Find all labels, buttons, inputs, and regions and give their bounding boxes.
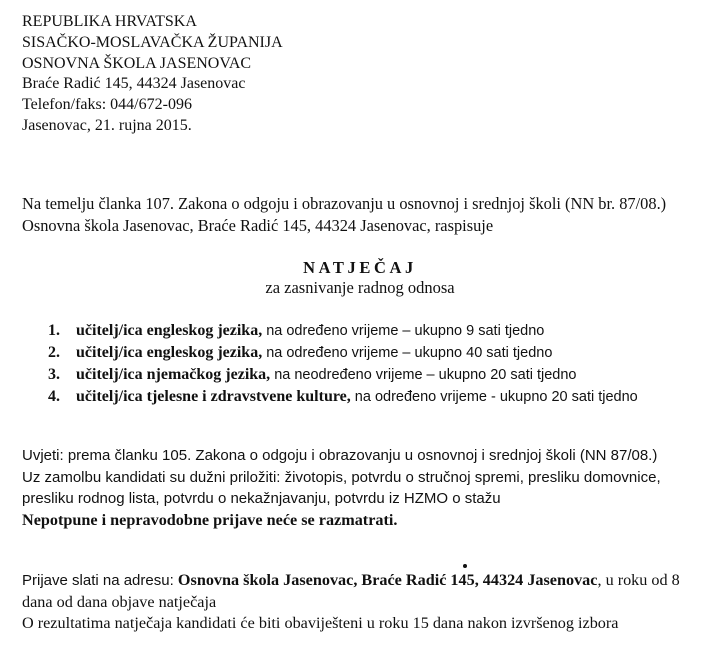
notice-title: NATJEČAJ [303, 258, 417, 277]
list-item-number: 2. [48, 344, 60, 361]
application-instructions [22, 570, 712, 613]
position-detail: na određeno vrijeme – ukupno 9 sati tjedno [262, 323, 545, 339]
position-title: učitelj/ica engleskog jezika, [76, 344, 263, 361]
incomplete-applications-warning: Nepotpune i nepravodobne prijave neće se razmatrati. [22, 510, 398, 529]
position-title: učitelj/ica tjelesne i zdravstvene kulture, [76, 388, 351, 405]
notice-subtitle: za zasnivanje radnog odnosa [265, 278, 455, 297]
stray-dot-mark [463, 564, 467, 568]
list-item-number: 4. [48, 388, 60, 405]
conditions-text: Uvjeti: prema članku 105. Zakona o odgoju i obrazovanju u osnovnoj i srednjoj školi (NN 87/08.) [22, 447, 658, 464]
position-detail: na određeno vrijeme - ukupno 20 sati tjedno [350, 389, 638, 405]
results-notice: O rezultatima natječaja kandidati će biti obaviješteni u roku 15 dana nakon izvršenog izbora [22, 614, 619, 632]
letterhead-phone: Telefon/faks: 044/672-096 [22, 96, 192, 114]
letterhead [22, 12, 283, 137]
list-item-number: 1. [48, 322, 60, 339]
position-title: učitelj/ica engleskog jezika, [76, 322, 263, 339]
positions-list [48, 320, 708, 408]
application-address: Osnovna škola Jasenovac, Braće Radić 145, 44324 Jasenovac [177, 571, 598, 589]
conditions-section [22, 445, 712, 531]
notice-heading [0, 258, 720, 298]
position-detail: na određeno vrijeme – ukupno 40 sati tjedno [262, 345, 553, 361]
intro-paragraph: Na temelju članka 107. Zakona o odgoju i obrazovanju u osnovnoj i srednjoj školi (NN br. 87/08.) Osnovna škola Jasenovac, Braće Radić 145, 44324 Jasenovac, raspisuje [22, 194, 667, 235]
list-item [48, 342, 708, 364]
list-item [48, 320, 708, 342]
letterhead-address: Braće Radić 145, 44324 Jasenovac [22, 75, 246, 93]
letterhead-country: REPUBLIKA HRVATSKA [22, 13, 197, 30]
application-deadline: , u roku od 8 dana od dana objave natječaja [22, 571, 680, 611]
required-documents-text: Uz zamolbu kandidati su dužni priložiti: životopis, potvrdu o stručnoj spremi, presliku domovnice, presliku rodnog lista, potvrdu o nekažnjavanju, potvrdu iz HZMO o stažu [22, 468, 661, 507]
application-prefix: Prijave slati na adresu: [22, 572, 178, 589]
application-section [22, 570, 712, 635]
position-title: učitelj/ica njemačkog jezika, [76, 366, 271, 383]
letterhead-county: SISAČKO-MOSLAVAČKA ŽUPANIJA [22, 33, 283, 51]
list-item [48, 364, 708, 386]
list-item [48, 386, 708, 408]
position-detail: na neodređeno vrijeme – ukupno 20 sati tjedno [270, 367, 577, 383]
list-item-number: 3. [48, 366, 60, 383]
letterhead-date: Jasenovac, 21. rujna 2015. [22, 116, 192, 134]
letterhead-school: OSNOVNA ŠKOLA JASENOVAC [22, 54, 252, 72]
